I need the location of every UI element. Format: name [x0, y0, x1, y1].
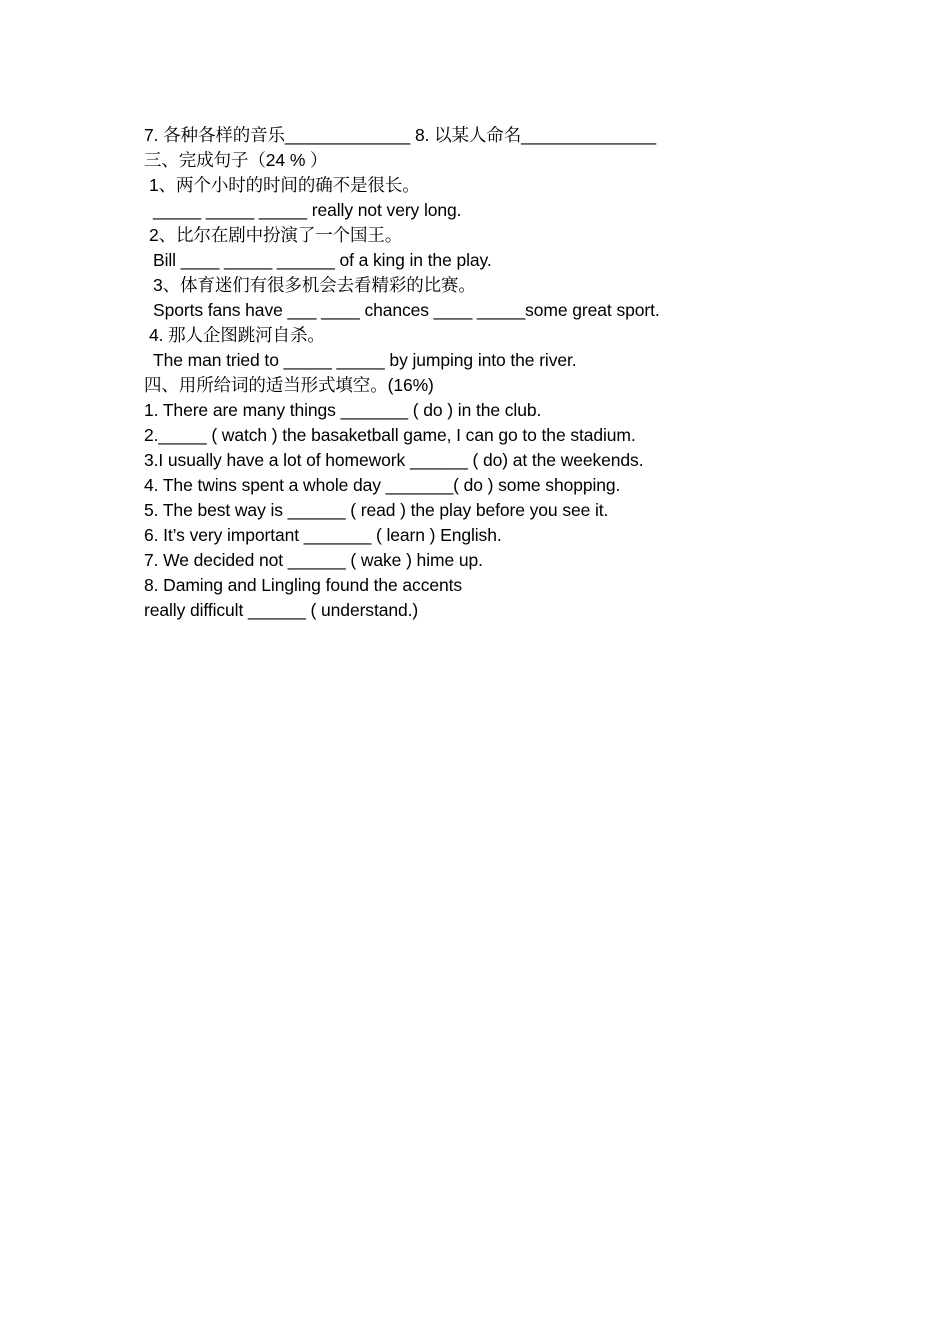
- section-4-q3: 3.I usually have a lot of homework ______ ( do) at the weekends.: [144, 450, 644, 470]
- section-3-q4-chinese: 4. 那人企图跳河自杀。: [149, 325, 325, 345]
- section-3-q3-chinese: 3、体育迷们有很多机会去看精彩的比赛。: [153, 275, 476, 295]
- section-4-q8-line1: 8. Daming and Lingling found the accents: [144, 575, 463, 595]
- worksheet-content: [144, 123, 844, 623]
- section-4-q8-line2: really difficult ______ ( understand.): [144, 600, 419, 620]
- section-3-q1-english: _____ _____ _____ really not very long.: [153, 200, 462, 220]
- section-3-q3-english: Sports fans have ___ ____ chances ____ _____some great sport.: [153, 300, 660, 320]
- section-4-q7: 7. We decided not ______ ( wake ) hime up.: [144, 550, 483, 570]
- section-3-q1-chinese: 1、两个小时的时间的确不是很长。: [149, 175, 420, 195]
- section-3-q2-english: Bill ____ _____ ______ of a king in the play.: [153, 250, 492, 270]
- section-4-q5: 5. The best way is ______ ( read ) the play before you see it.: [144, 500, 609, 520]
- vocab-line-7-8: 7. 各种各样的音乐_____________ 8. 以某人命名______________: [144, 125, 656, 145]
- section-3-q2-chinese: 2、比尔在剧中扮演了一个国王。: [149, 225, 403, 245]
- section-4-q2: 2._____ ( watch ) the basaketball game, I can go to the stadium.: [144, 425, 636, 445]
- section-3-q4-english: The man tried to _____ _____ by jumping into the river.: [153, 350, 577, 370]
- section-4-q4: 4. The twins spent a whole day _______( do ) some shopping.: [144, 475, 621, 495]
- section-3-title: 三、完成句子（24 % ）: [144, 150, 328, 170]
- section-4-title: 四、用所给词的适当形式填空。(16%): [144, 375, 434, 395]
- section-4-q1: 1. There are many things _______ ( do ) in the club.: [144, 400, 542, 420]
- section-4-q6: 6. It’s very important _______ ( learn ) English.: [144, 525, 502, 545]
